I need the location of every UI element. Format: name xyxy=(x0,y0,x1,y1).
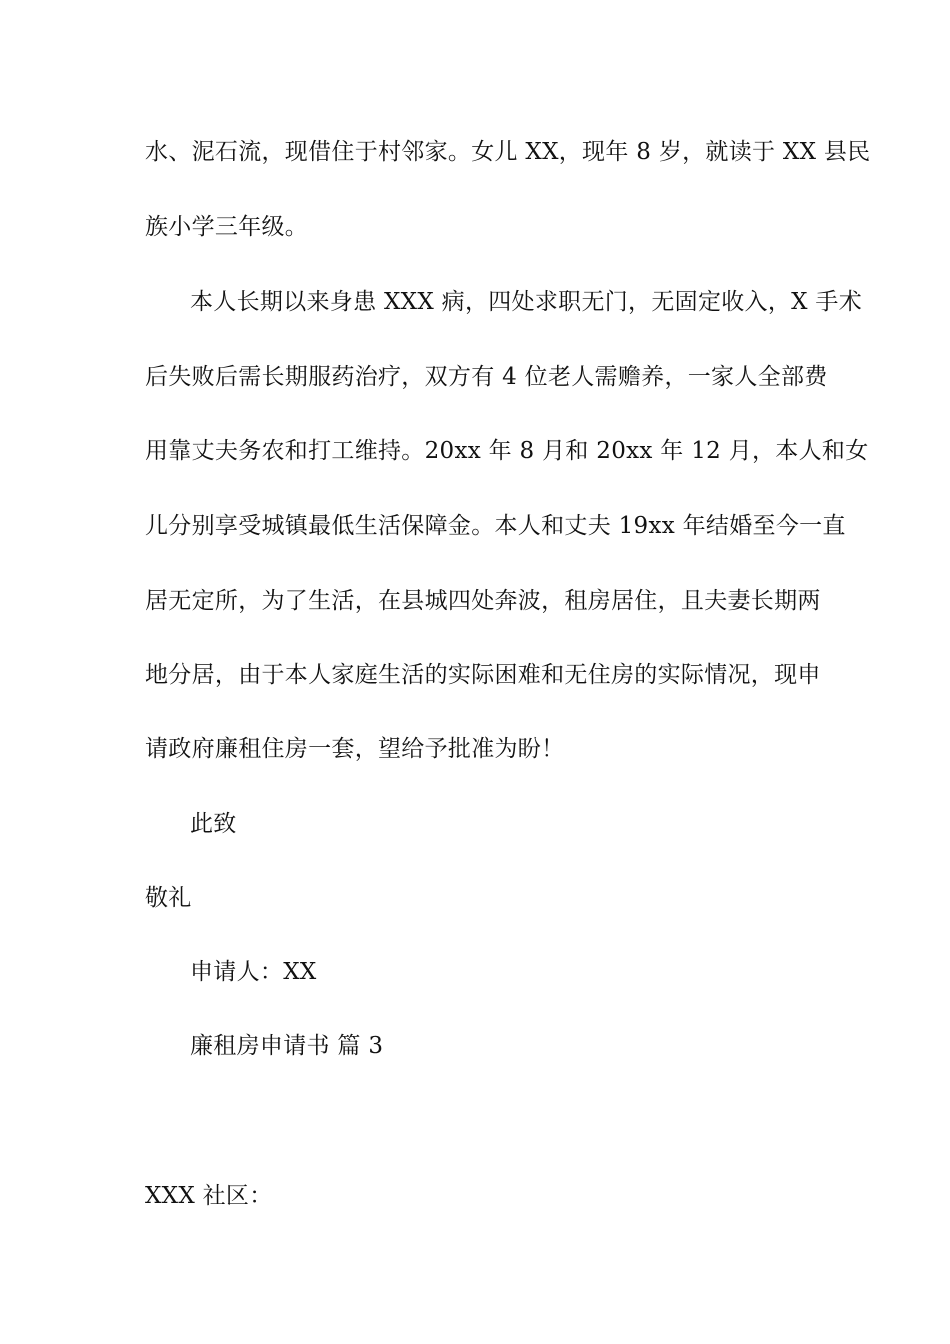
paragraph-line: 族小学三年级。 xyxy=(145,214,309,240)
paragraph-line: 地分居，由于本人家庭生活的实际困难和无住房的实际情况，现申 xyxy=(145,662,821,688)
closing-salutation: 此致 xyxy=(190,811,237,837)
paragraph-line: 用靠丈夫务农和打工维持。20xx 年 8 月和 20xx 年 12 月，本人和女 xyxy=(145,438,869,464)
paragraph-line: 请政府廉租住房一套，望给予批准为盼！ xyxy=(145,736,565,762)
paragraph-line: 儿分别享受城镇最低生活保障金。本人和丈夫 19xx 年结婚至今一直 xyxy=(145,513,846,539)
section-heading: 廉租房申请书 篇 3 xyxy=(190,1033,384,1059)
addressee-line: XXX 社区： xyxy=(145,1183,273,1209)
paragraph-line: 本人长期以来身患 XXX 病，四处求职无门，无固定收入，X 手术 xyxy=(190,289,863,315)
paragraph-line: 水、泥石流，现借住于村邻家。女儿 XX，现年 8 岁，就读于 XX 县民 xyxy=(145,139,871,165)
paragraph-line: 后失败后需长期服药治疗，双方有 4 位老人需赡养，一家人全部费 xyxy=(145,364,828,390)
closing-regards: 敬礼 xyxy=(145,885,192,911)
applicant-signature: 申请人：XX xyxy=(190,959,317,985)
paragraph-line: 居无定所，为了生活，在县城四处奔波，租房居住，且夫妻长期两 xyxy=(145,588,821,614)
